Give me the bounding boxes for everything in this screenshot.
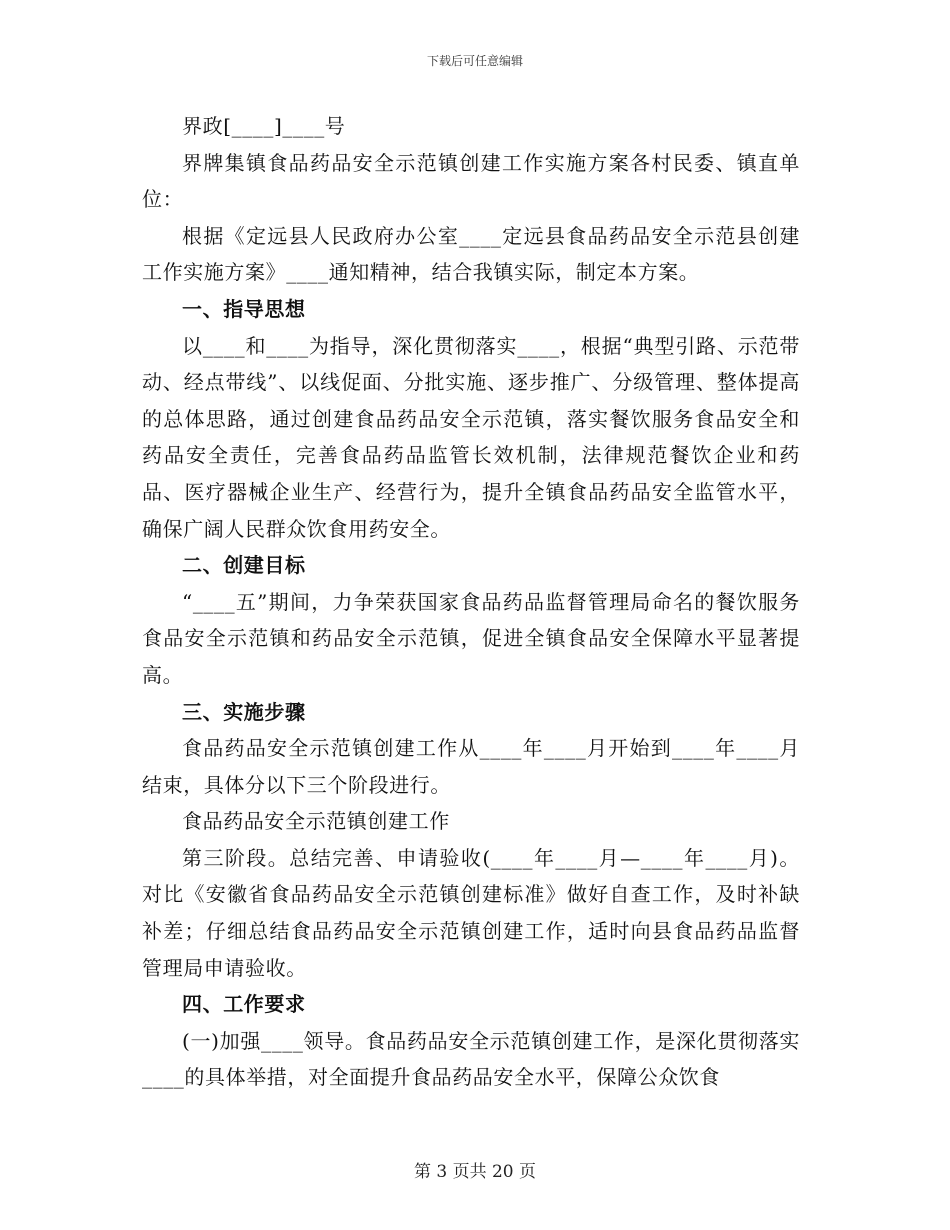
section-heading-requirements: 四、工作要求 bbox=[182, 992, 306, 1017]
page-header: 下载后可任意编辑 bbox=[426, 54, 523, 68]
section-body-requirements: (一)加强____领导。食品药品安全示范镇创建工作，是深化贯彻落实____的具体举措，对全面提升食品药品安全水平，保障公众饮食 bbox=[142, 1028, 800, 1090]
section-heading-goals: 二、创建目标 bbox=[182, 553, 306, 578]
section-heading-steps: 三、实施步骤 bbox=[182, 699, 306, 724]
intro-paragraph: 根据《定远县人民政府办公室____定远县食品药品安全示范县创建工作实施方案》____通知精神，结合我镇实际，制定本方案。 bbox=[142, 223, 800, 285]
section-steps-subtitle: 食品药品安全示范镇创建工作 bbox=[182, 809, 450, 834]
page-footer: 第 3 页共 20 页 bbox=[413, 1162, 537, 1182]
section-body-steps: 食品药品安全示范镇创建工作从____年____月开始到____年____月结束，具体分以下三个阶段进行。 bbox=[142, 736, 800, 797]
section-heading-guiding-ideology: 一、指导思想 bbox=[182, 296, 306, 321]
section-steps-stage3: 第三阶段。总结完善、申请验收(____年____月—____年____月)。对比《安徽省食品药品安全示范镇创建标准》做好自查工作，及时补缺补差；仔细总结食品药品安全示范镇创建工作，适时向县食品药品监督管理局申请验收。 bbox=[142, 845, 800, 980]
doc-number: 界政[____]____号 bbox=[182, 114, 346, 138]
doc-title: 界牌集镇食品药品安全示范镇创建工作实施方案各村民委、镇直单位： bbox=[142, 150, 800, 212]
section-body-guiding-ideology: 以____和____为指导，深化贯彻落实____，根据“典型引路、示范带动、经点带线”、以线促面、分批实施、逐步推广、分级管理、整体提高的总体思路，通过创建食品药品安全示范镇，落实餐饮服务食品安全和药品安全责任，完善食品药品监管长效机制，法律规范餐饮企业和药品、医疗器械企业生产、经营行为，提升全镇食品药品安全监管水平，确保广阔人民群众饮食用药安全。 bbox=[142, 333, 800, 541]
section-body-goals: “____五”期间，力争荣获国家食品药品监督管理局命名的餐饮服务食品安全示范镇和药品安全示范镇，促进全镇食品安全保障水平显著提高。 bbox=[142, 589, 800, 687]
document-body bbox=[142, 108, 800, 1096]
